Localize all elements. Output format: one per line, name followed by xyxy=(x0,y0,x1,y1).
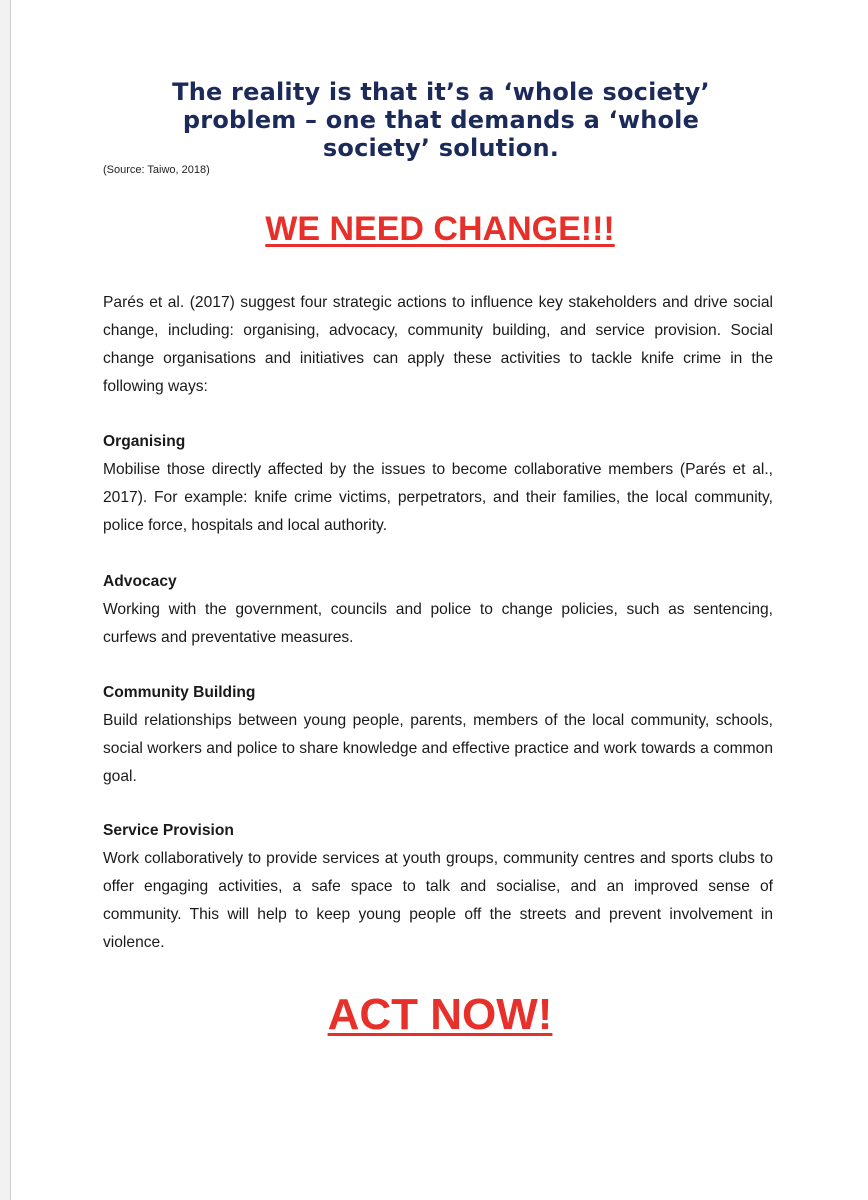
section-text: Work collaboratively to provide services at youth groups, community centres and sports clubs to offer engaging activities, a safe space to talk and socialise, and an improved sense of community. This will help to keep young people off the streets and prevent involvement in violence. xyxy=(103,850,773,951)
intro-paragraph: Parés et al. (2017) suggest four strategic actions to influence key stakeholders and drive social change, including: organising, advocacy, community building, and service provision. Social change organisations and initiatives can apply these activities to tackle knife crime in the following ways: xyxy=(103,294,773,395)
headline-act-now: ACT NOW! xyxy=(327,990,553,1039)
section-service-provision xyxy=(103,817,773,957)
section-text: Working with the government, councils and police to change policies, such as sentencing, curfews and preventative measures. xyxy=(103,601,773,646)
headline-we-need-change: WE NEED CHANGE!!! xyxy=(265,210,615,248)
section-community-building xyxy=(103,679,773,791)
document-page xyxy=(10,0,868,1200)
section-title: Community Building xyxy=(103,684,256,701)
quote-source: (Source: Taiwo, 2018) xyxy=(103,164,210,176)
section-advocacy xyxy=(103,568,773,652)
section-title: Advocacy xyxy=(103,573,177,590)
section-organising xyxy=(103,428,773,540)
pull-quote: The reality is that it’s a ‘whole society’ problem – one that demands a ‘whole society’ solution. xyxy=(172,78,710,162)
section-text: Mobilise those directly affected by the issues to become collaborative members (Parés et al., 2017). For example: knife crime victims, perpetrators, and their families, the local community, police force, hospitals and local authority. xyxy=(103,461,773,534)
section-text: Build relationships between young people, parents, members of the local community, schools, social workers and police to share knowledge and effective practice and work towards a common goal. xyxy=(103,712,773,785)
section-title: Organising xyxy=(103,433,186,450)
section-title: Service Provision xyxy=(103,822,234,839)
